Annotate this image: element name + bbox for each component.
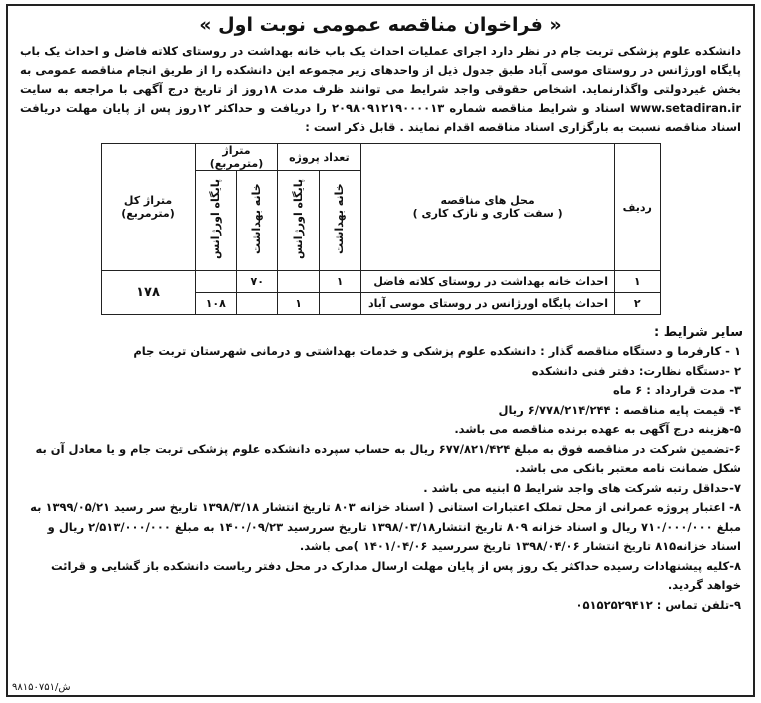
condition-item: ۳- مدت قرارداد : ۶ ماه [613,383,741,397]
intro-paragraph [20,42,741,137]
header-count: تعداد پروژه [278,144,361,171]
row-count-health [319,293,360,315]
row-area-health [236,293,277,315]
setadiran-link: www.setadiran.ir [629,101,742,115]
notice-title: « فراخوان مناقصه عمومی نوبت اول » [199,14,562,36]
header-place-label: محل های مناقصه [440,194,535,207]
row-area-ems: ۱۰۸ [195,293,236,315]
header-place [361,144,615,271]
row-area-ems [195,271,236,293]
row-place: احداث خانه بهداشت در روستای کلاته فاضل [361,271,615,293]
header-count-health: خانه بهداشت [319,171,360,271]
tender-notice [6,4,755,697]
condition-item: ۸- اعتبار پروژه عمرانی از محل تملک اعتبارات استانی ( اسناد خزانه ۸۰۳ تاریخ انتشار ۱۳۹۸/۳/۱۸ تاریخ سر رسید ۱۳۹۹/۰۵/۲۱ به مبلغ ۷۱۰/۰۰۰/۰۰۰ ریال و اسناد خزانه ۸۰۹ تاریخ انتشار۱۳۹۸/۰۳/۱۸ تاریخ سررسید ۱۴۰۰/۰۹/۲۳ به مبلغ ۲/۵۱۳/۰۰۰/۰۰۰ ریال و اسناد خزانه۸۱۵ تاریخ انتشار ۱۳۹۸/۰۴/۰۶ تاریخ سررسید ۱۴۰۱/۰۴/۰۶ )می باشد. [30,500,741,553]
header-count-ems: پایگاه اورژانس [278,171,319,271]
row-count-ems: ۱ [278,293,319,315]
header-area-health: خانه بهداشت [236,171,277,271]
condition-item: ۹-تلفن تماس : ۰۵۱۵۲۵۲۹۴۱۲ [575,597,741,612]
row-area-health: ۷۰ [236,271,277,293]
row-count-ems [278,271,319,293]
row-place: احداث پایگاه اورژانس در روستای موسی آباد [361,293,615,315]
intro-text-2: اسناد و شرایط مناقصه شماره ۲۰۹۸۰۹۱۲۱۹۰۰۰۰۱۳ را دریافت و حداکثر ۱۲روز پس از پایان مهلت دریافت اسناد مناقصه نسبت به بارگزاری اسناد مناقصه اقدام نمایند . قابل ذکر است : [20,101,741,134]
header-total [101,144,195,271]
condition-item: ۶-تضمین شرکت در مناقصه فوق به مبلغ ۶۷۷/۸۲۱/۴۲۴ ریال به حساب سپرده دانشکده علوم پزشکی تربت جام و یا معادل آن به شکل ضمانت نامه معتبر بانکی می باشد. [35,441,741,475]
conditions-list [18,342,743,615]
header-place-sub: ( سفت کاری و نازک کاری ) [412,207,563,220]
header-total-label: متراژ کل [123,194,173,207]
tender-table [101,143,661,315]
intro-text-1: دانشکده علوم پزشکی تربت جام در نظر دارد اجرای عملیات احداث یک باب خانه بهداشت در روستای کلاته فاضل و احداث یک باب پایگاه اورژانس در روستای موسی آباد طبق جدول ذیل از واحدهای زیر مجموعه این دانشکده را از طریق انجام مناقصه عمومی به بخش غیردولتی واگذارنماید. اشخاص حقوقی واجد شرایط می توانند ظرف مدت ۱۸روز از تاریخ درج آگهی با مراجعه به سایت [20,44,741,96]
condition-item: ۷-حداقل رتبه شرکت های واجد شرایط ۵ ابنیه می باشد . [423,480,741,495]
condition-item: ۱ - کارفرما و دستگاه مناقصه گذار : دانشکده علوم پزشکی و خدمات بهداشتی و درمانی شهرستان تربت جام [133,344,741,358]
header-row-number: ردیف [615,144,660,271]
condition-item: ۲ -دستگاه نظارت: دفتر فنی دانشکده [531,363,741,378]
total-area: ۱۷۸ [101,271,195,315]
conditions-title: سایر شرایط : [653,325,743,340]
header-area: متراژ (مترمربع) [195,144,278,171]
row-number: ۲ [615,293,660,315]
row-number: ۱ [615,271,660,293]
notice-code: ش/۹۸۱۵۰۷۵۱ [12,682,71,693]
header-total-sub: (مترمربع) [121,207,175,220]
condition-item: ۴- قیمت پایه مناقصه : ۶/۷۷۸/۲۱۴/۲۴۴ ریال [498,402,741,417]
row-count-health: ۱ [319,271,360,293]
header-area-ems: پایگاه اورژانس [195,171,236,271]
condition-item: ۵-هزینه درج آگهی به عهده برنده مناقصه می باشد. [454,422,741,436]
table-row [101,271,660,293]
condition-item: ۸-کلیه پیشنهادات رسیده حداکثر یک روز پس از پایان مهلت ارسال مدارک در محل دفتر ریاست دانشکده باز گشایی و قرائت خواهد گردید. [50,558,741,592]
